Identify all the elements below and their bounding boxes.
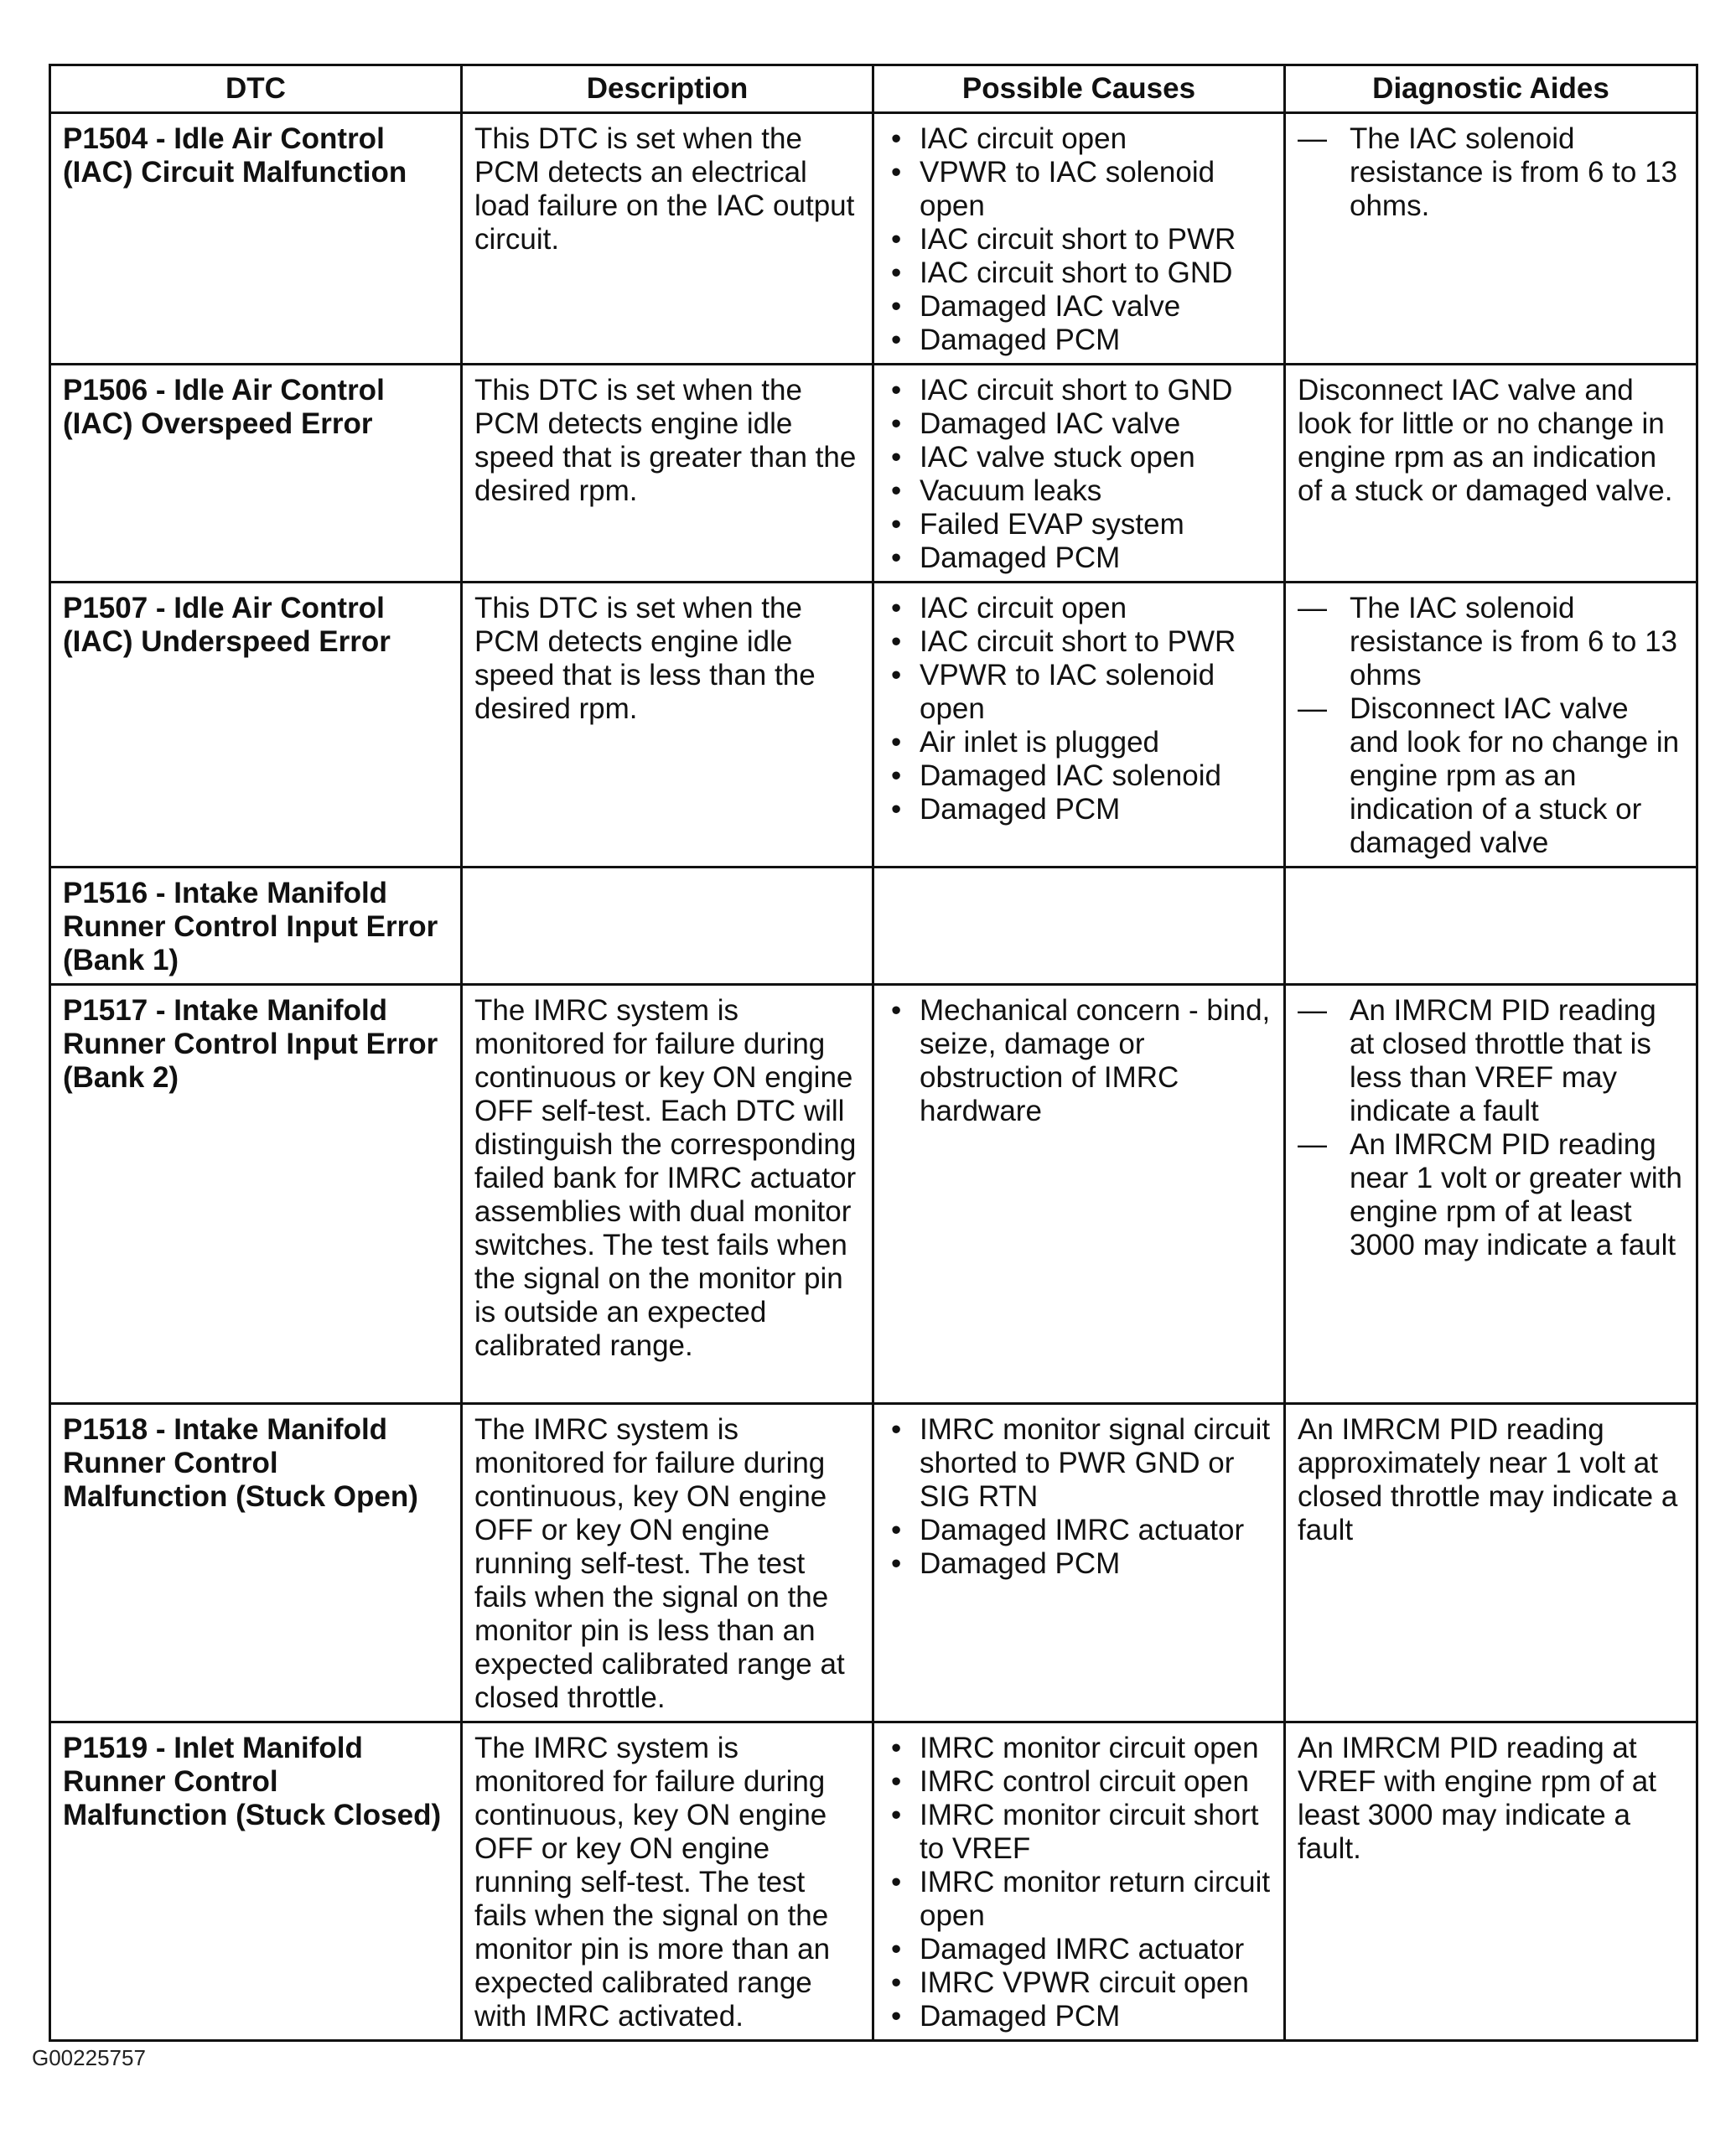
description-cell: The IMRC system is monitored for failure during continuous, key ON engine OFF or key ON engine running self-test. The test fails when the signal on the monitor pin is more than an expected calibrated range with IMRC activated. [462,1722,873,2041]
possible-causes-cell [873,985,1285,1404]
diagnostic-aides-cell [1285,583,1697,868]
header-dtc: DTC [50,65,462,113]
causes-list [886,994,1272,1128]
possible-causes-cell [873,583,1285,868]
table-row [50,1722,1697,2041]
cause-item: • Vacuum leaks [886,474,1272,508]
description-cell: This DTC is set when the PCM detects engine idle speed that is greater than the desired rpm. [462,365,873,583]
diagnostic-aides-cell [1285,113,1697,365]
cause-item: • IAC circuit short to PWR [886,223,1272,256]
diagnostic-aides-cell [1285,1722,1697,2041]
table-row [50,365,1697,583]
header-possible-causes: Possible Causes [873,65,1285,113]
possible-causes-cell [873,868,1285,985]
dtc-cell: P1518 - Intake Manifold Runner Control Malfunction (Stuck Open) [50,1404,462,1722]
aides-list [1298,122,1684,223]
cause-item: • IAC circuit short to GND [886,256,1272,290]
cause-item: • Damaged PCM [886,324,1272,357]
aides-list [1298,994,1684,1262]
dtc-cell: P1517 - Intake Manifold Runner Control Input Error (Bank 2) [50,985,462,1404]
cause-item: • VPWR to IAC solenoid open [886,156,1272,223]
cause-item: • IAC circuit short to PWR [886,625,1272,659]
dtc-cell: P1516 - Intake Manifold Runner Control Input Error (Bank 1) [50,868,462,985]
possible-causes-cell [873,1404,1285,1722]
aide-item: — Disconnect IAC valve and look for no change in engine rpm as an indication of a stuck or damaged valve [1298,692,1684,860]
cause-item: • IMRC control circuit open [886,1765,1272,1799]
description-cell: This DTC is set when the PCM detects an electrical load failure on the IAC output circuit. [462,113,873,365]
cause-item: • IMRC monitor circuit open [886,1732,1272,1765]
description-cell: The IMRC system is monitored for failure during continuous or key ON engine OFF self-test. Each DTC will distinguish the corresponding failed bank for IMRC actuator assemblies with dual monitor switches. The test fails when the signal on the monitor pin is outside an expected calibrated range. [462,985,873,1404]
diagnostic-aides-cell [1285,985,1697,1404]
cause-item: • Damaged IAC solenoid [886,759,1272,793]
cause-item: • Damaged PCM [886,793,1272,826]
description-cell [462,868,873,985]
causes-list [886,592,1272,826]
cause-item: • IAC valve stuck open [886,441,1272,474]
cause-item: • IAC circuit open [886,122,1272,156]
cause-item: • Damaged IMRC actuator [886,1933,1272,1966]
cause-item: • IAC circuit short to GND [886,374,1272,407]
cause-item: • VPWR to IAC solenoid open [886,659,1272,726]
cause-item: • IMRC monitor circuit short to VREF [886,1799,1272,1866]
cause-item: • Damaged IAC valve [886,290,1272,324]
description-cell: This DTC is set when the PCM detects engine idle speed that is less than the desired rpm. [462,583,873,868]
possible-causes-cell [873,113,1285,365]
dtc-cell: P1504 - Idle Air Control (IAC) Circuit Malfunction [50,113,462,365]
aide-text: Disconnect IAC valve and look for little or no change in engine rpm as an indication of a stuck or damaged valve. [1298,374,1673,507]
cause-item: • Damaged PCM [886,541,1272,575]
cause-item: • Air inlet is plugged [886,726,1272,759]
table-row [50,113,1697,365]
table-row [50,868,1697,985]
aides-list [1298,592,1684,860]
cause-item: • IAC circuit open [886,592,1272,625]
diagnostic-aides-cell [1285,868,1697,985]
dtc-table [49,64,1698,2042]
aide-text: An IMRCM PID reading at VREF with engine rpm of at least 3000 may indicate a fault. [1298,1732,1656,1865]
figure-id: G00225757 [32,2045,146,2070]
causes-list [886,1413,1272,1581]
dtc-cell: P1519 - Inlet Manifold Runner Control Malfunction (Stuck Closed) [50,1722,462,2041]
table-row [50,985,1697,1404]
dtc-cell: P1506 - Idle Air Control (IAC) Overspeed Error [50,365,462,583]
aide-item: — An IMRCM PID reading at closed throttle that is less than VREF may indicate a fault [1298,994,1684,1128]
aide-item: — The IAC solenoid resistance is from 6 to 13 ohms. [1298,122,1684,223]
table-row [50,1404,1697,1722]
causes-list [886,374,1272,575]
aide-item: — The IAC solenoid resistance is from 6 to 13 ohms [1298,592,1684,692]
cause-item: • Damaged PCM [886,1547,1272,1581]
causes-list [886,122,1272,357]
cause-item: • Mechanical concern - bind, seize, damage or obstruction of IMRC hardware [886,994,1272,1128]
cause-item: • IMRC VPWR circuit open [886,1966,1272,2000]
cause-item: • Damaged IAC valve [886,407,1272,441]
cause-item: • IMRC monitor return circuit open [886,1866,1272,1933]
header-row [50,65,1697,113]
causes-list [886,1732,1272,2033]
cause-item: • IMRC monitor signal circuit shorted to PWR GND or SIG RTN [886,1413,1272,1514]
description-cell: The IMRC system is monitored for failure during continuous, key ON engine OFF or key ON engine running self-test. The test fails when the signal on the monitor pin is less than an expected calibrated range at closed throttle. [462,1404,873,1722]
aide-item: — An IMRCM PID reading near 1 volt or greater with engine rpm of at least 3000 may indicate a fault [1298,1128,1684,1262]
dtc-cell: P1507 - Idle Air Control (IAC) Underspeed Error [50,583,462,868]
diagnostic-aides-cell [1285,1404,1697,1722]
cause-item: • Damaged PCM [886,2000,1272,2033]
diagnostic-aides-cell [1285,365,1697,583]
possible-causes-cell [873,365,1285,583]
header-diagnostic-aides: Diagnostic Aides [1285,65,1697,113]
header-description: Description [462,65,873,113]
cause-item: • Failed EVAP system [886,508,1272,541]
table-body [50,113,1697,2041]
table-row [50,583,1697,868]
aide-text: An IMRCM PID reading approximately near 1 volt at closed throttle may indicate a fault [1298,1413,1678,1546]
possible-causes-cell [873,1722,1285,2041]
cause-item: • Damaged IMRC actuator [886,1514,1272,1547]
